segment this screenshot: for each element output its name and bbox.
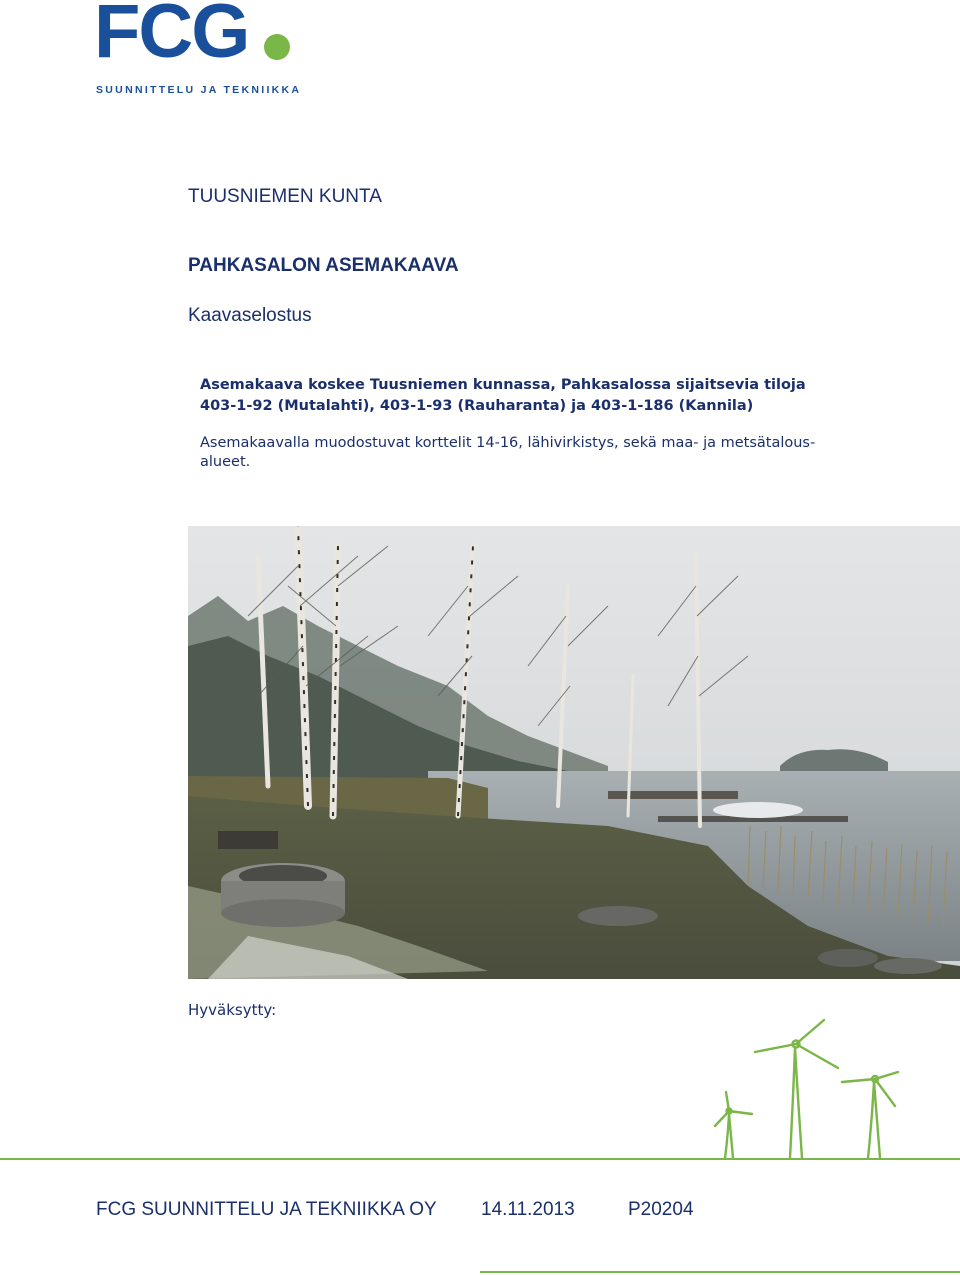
plan-scope-description [200, 375, 920, 417]
approval-label: Hyväksytty: [188, 1001, 277, 1019]
lakeside-photo [188, 526, 960, 979]
footer-date: 14.11.2013 [481, 1199, 575, 1220]
document-type: Kaavaselostus [188, 305, 312, 326]
logo-wordmark: FCG [94, 0, 249, 74]
logo-dot-icon [264, 34, 290, 60]
plan-scope-line-1: Asemakaava koskee Tuusniemen kunnassa, Pahkasalossa sijaitsevia tiloja [200, 377, 806, 393]
plan-title: PAHKASALON ASEMAKAAVA [188, 255, 459, 276]
footer-top-rule [0, 1158, 960, 1160]
plan-content-description [200, 434, 920, 472]
municipality-heading: TUUSNIEMEN KUNTA [188, 186, 382, 207]
footer-project-code: P20204 [628, 1199, 694, 1220]
plan-scope-line-2: 403-1-92 (Mutalahti), 403-1-93 (Rauharanta) ja 403-1-186 (Kannila) [200, 398, 754, 414]
plan-content-line-1: Asemakaavalla muodostuvat korttelit 14-16, lähivirkistys, sekä maa- ja metsätalous- [200, 435, 816, 451]
plan-content-line-2: alueet. [200, 454, 251, 470]
wind-turbines-illustration [700, 1010, 940, 1170]
logo-tagline: SUUNNITTELU JA TEKNIIKKA [96, 84, 302, 96]
footer-company-name: FCG SUUNNITTELU JA TEKNIIKKA OY [96, 1199, 437, 1220]
footer-bottom-rule [480, 1271, 960, 1273]
